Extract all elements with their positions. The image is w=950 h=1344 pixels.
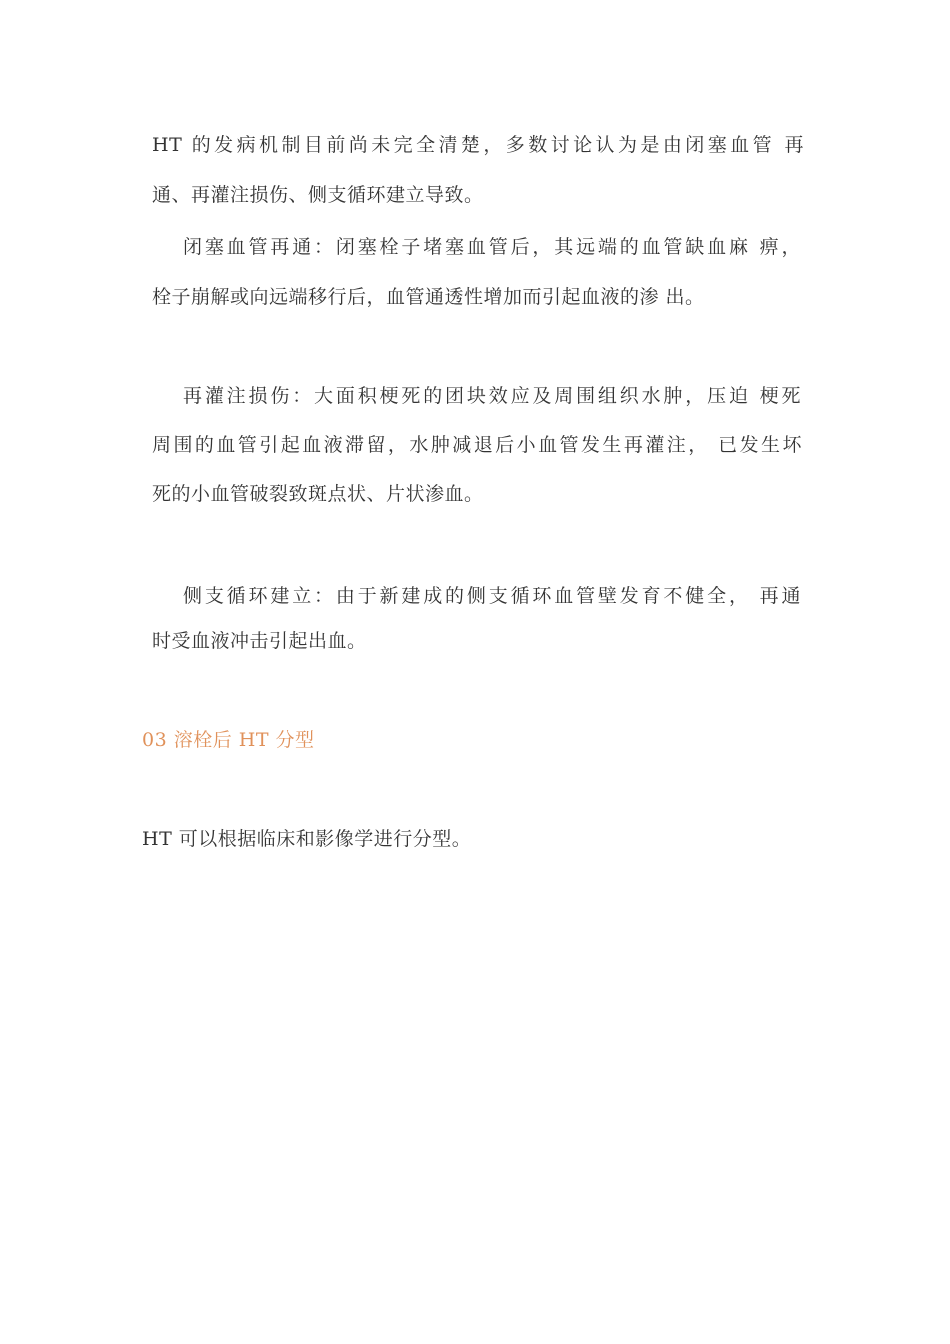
paragraph-2-line-2: 栓子崩解或向远端移行后，血管通透性增加而引起血液的渗 出。 bbox=[152, 286, 705, 308]
paragraph-4-line-1: 侧支循环建立：由于新建成的侧支循环血管壁发育不健全， 再通 bbox=[183, 585, 801, 607]
paragraph-1-line-2: 通、再灌注损伤、侧支循环建立导致。 bbox=[152, 184, 484, 206]
paragraph-1-line-1: HT 的发病机制目前尚未完全清楚，多数讨论认为是由闭塞血管 再 bbox=[152, 134, 804, 156]
paragraph-3-line-2: 周围的血管引起血液滞留，水肿减退后小血管发生再灌注， 已发生坏 bbox=[152, 434, 802, 456]
paragraph-3-line-1: 再灌注损伤：大面积梗死的团块效应及周围组织水肿，压迫 梗死 bbox=[183, 385, 801, 407]
closing-paragraph: HT 可以根据临床和影像学进行分型。 bbox=[142, 828, 472, 850]
section-heading: 03 溶栓后 HT 分型 bbox=[142, 729, 315, 751]
paragraph-3-line-3: 死的小血管破裂致斑点状、片状渗血。 bbox=[152, 483, 484, 505]
paragraph-2-line-1: 闭塞血管再通：闭塞栓子堵塞血管后，其远端的血管缺血麻 痹， bbox=[183, 236, 801, 258]
paragraph-4-line-2: 时受血液冲击引起出血。 bbox=[152, 630, 367, 652]
